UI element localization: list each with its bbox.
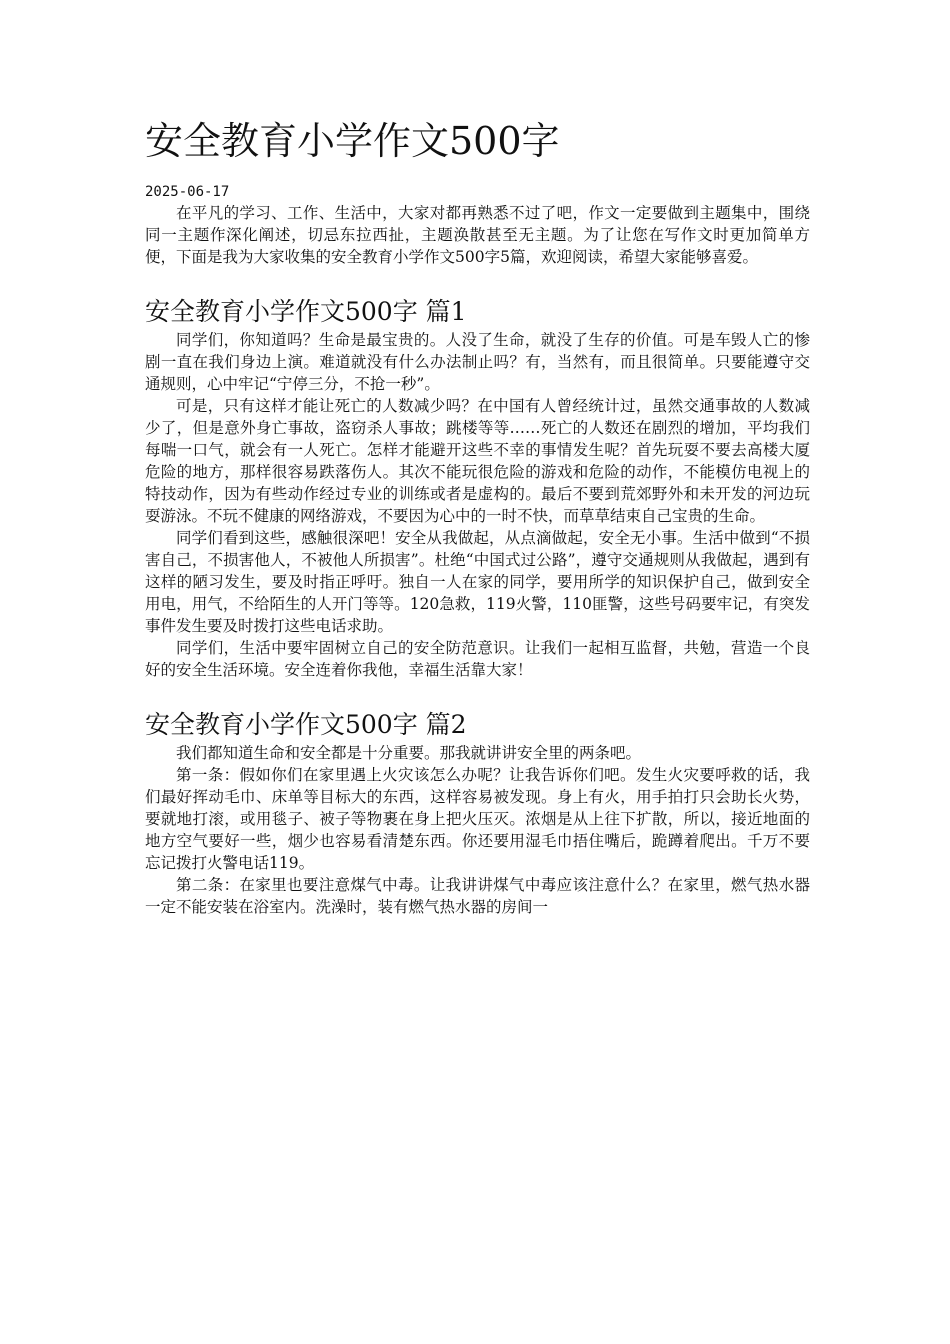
- essay-section-1: [145, 295, 810, 681]
- section-paragraph: 同学们，你知道吗？生命是最宝贵的。人没了生命，就没了生存的价值。可是车毁人亡的惨剧一直在我们身边上演。难道就没有什么办法制止吗？有，当然有，而且很简单。只要能遵守交通规则，心中牢记“宁停三分，不抢一秒”。: [145, 331, 810, 393]
- publish-date: 2025-06-17: [145, 184, 230, 200]
- section-paragraph: 第二条：在家里也要注意煤气中毒。让我讲讲煤气中毒应该注意什么？在家里，燃气热水器一定不能安装在浴室内。洗澡时，装有燃气热水器的房间一: [145, 876, 810, 916]
- section-paragraph: 我们都知道生命和安全都是十分重要。那我就讲讲安全里的两条吧。: [176, 744, 642, 762]
- intro-paragraph: 在平凡的学习、工作、生活中，大家对都再熟悉不过了吧，作文一定要做到主题集中，围绕同一主题作深化阐述，切忌东拉西扯，主题涣散甚至无主题。为了让您在写作文时更加简单方便，下面是我为大家收集的安全教育小学作文500字5篇，欢迎阅读，希望大家能够喜爱。: [145, 204, 810, 266]
- document-title: 安全教育小学作文500字: [145, 119, 560, 163]
- section-paragraph: 同学们看到这些，感触很深吧！安全从我做起，从点滴做起，安全无小事。生活中做到“不损害自己，不损害他人，不被他人所损害”。杜绝“中国式过公路”，遵守交通规则从我做起，遇到有这样的陋习发生，要及时指正呼吁。独自一人在家的同学，要用所学的知识保护自己，做到安全用电，用气，不给陌生的人开门等等。120急救，119火警，110匪警，这些号码要牢记，有突发事件发生要及时拨打这些电话求助。: [145, 529, 810, 635]
- section-heading: 安全教育小学作文500字 篇2: [145, 710, 467, 739]
- essay-section-2: [145, 708, 810, 918]
- section-paragraph: 第一条：假如你们在家里遇上火灾该怎么办呢？让我告诉你们吧。发生火灾要呼救的话，我们最好挥动毛巾、床单等目标大的东西，这样容易被发现。身上有火，用手拍打只会助长火势，要就地打滚，或用毯子、被子等物裹在身上把火压灭。浓烟是从上往下扩散，所以，接近地面的地方空气要好一些，烟少也容易看清楚东西。你还要用湿毛巾捂住嘴后，跪蹲着爬出。千万不要忘记拨打火警电话119。: [145, 766, 810, 872]
- section-heading: 安全教育小学作文500字 篇1: [145, 297, 467, 326]
- section-paragraph: 可是，只有这样才能让死亡的人数减少吗？在中国有人曾经统计过，虽然交通事故的人数减少了，但是意外身亡事故，盗窃杀人事故；跳楼等等……死亡的人数还在剧烈的增加，平均我们每喘一口气，就会有一人死亡。怎样才能避开这些不幸的事情发生呢？首先玩耍不要去高楼大厦危险的地方，那样很容易跌落伤人。其次不能玩很危险的游戏和危险的动作，不能模仿电视上的特技动作，因为有些动作经过专业的训练或者是虚构的。最后不要到荒郊野外和未开发的河边玩耍游泳。不玩不健康的网络游戏，不要因为心中的一时不快，而草草结束自己宝贵的生命。: [145, 397, 810, 525]
- section-paragraph: 同学们，生活中要牢固树立自己的安全防范意识。让我们一起相互监督，共勉，营造一个良好的安全生活环境。安全连着你我他，幸福生活靠大家！: [145, 639, 810, 679]
- document-page: [145, 0, 810, 918]
